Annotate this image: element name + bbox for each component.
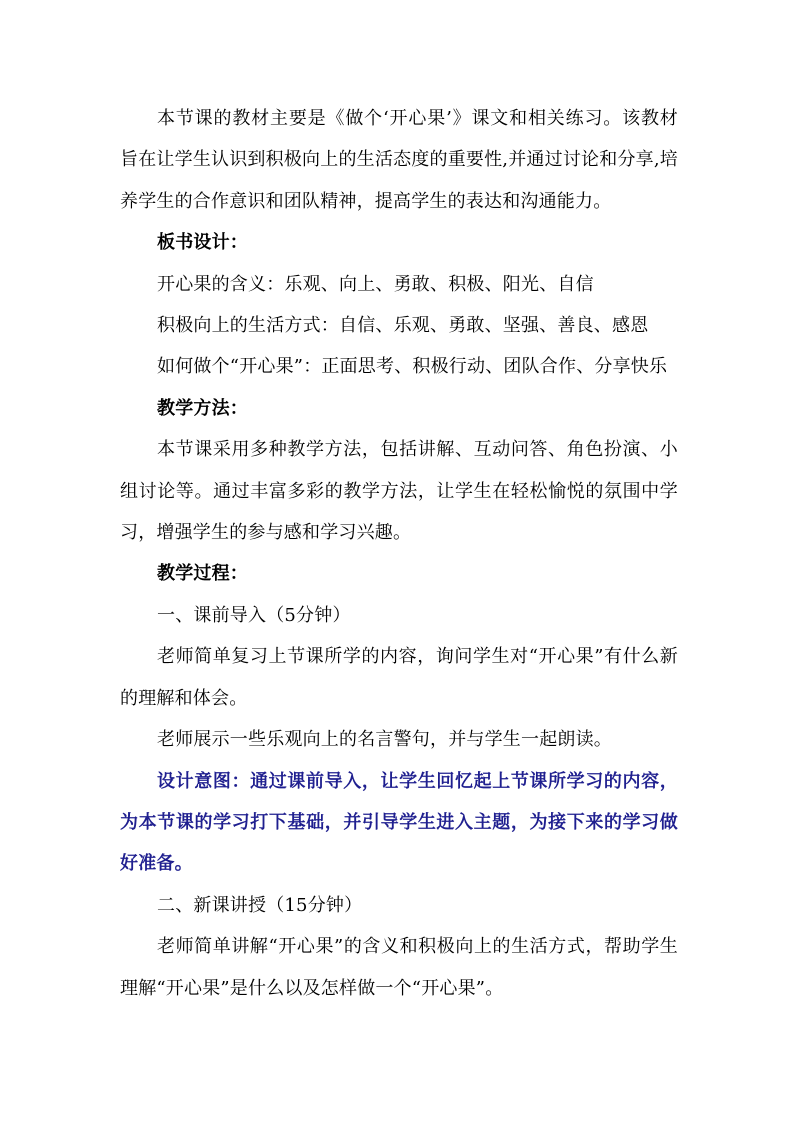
intro-paragraph: 本节课的教材主要是《做个‘开心果’》课文和相关练习。该教材旨在让学生认识到积极向上的生活态度的重要性,并通过讨论和分享,培养学生的合作意识和团队精神，提高学生的表达和沟通能力。 [120,108,678,212]
board-design-line-2: 积极向上的生活方式：自信、乐观、勇敢、坚强、善良、感恩 [157,315,649,337]
board-design-line-1: 开心果的含义：乐观、向上、勇敢、积极、阳光、自信 [157,273,594,295]
design-intent-paragraph: 设计意图：通过课前导入，让学生回忆起上节课所学习的内容，为本节课的学习打下基础，并引导学生进入主题，为接下来的学习做好准备。 [120,770,678,875]
teaching-method-heading: 教学方法： [157,397,248,419]
section-1-paragraph-1: 老师简单复习上节课所学的内容，询问学生对“开心果”有什么新的理解和体会。 [120,646,678,709]
section-1-paragraph-2: 老师展示一些乐观向上的名言警句，并与学生一起朗读。 [157,729,612,751]
board-design-line-3: 如何做个“开心果”：正面思考、积极行动、团队合作、分享快乐 [157,356,668,378]
section-2-heading: 二、新课讲授（15分钟） [157,894,363,916]
teaching-process-heading: 教学过程： [157,563,248,585]
document-page [120,98,678,1009]
section-2-paragraph-1: 老师简单讲解“开心果”的含义和积极向上的生活方式，帮助学生理解“开心果”是什么以及怎样做一个“开心果”。 [120,936,678,999]
section-1-heading: 一、课前导入（5分钟） [157,604,351,626]
board-design-heading: 板书设计： [157,232,248,254]
teaching-method-paragraph: 本节课采用多种教学方法，包括讲解、互动问答、角色扮演、小组讨论等。通过丰富多彩的教学方法，让学生在轻松愉悦的氛围中学习，增强学生的参与感和学习兴趣。 [120,439,678,544]
